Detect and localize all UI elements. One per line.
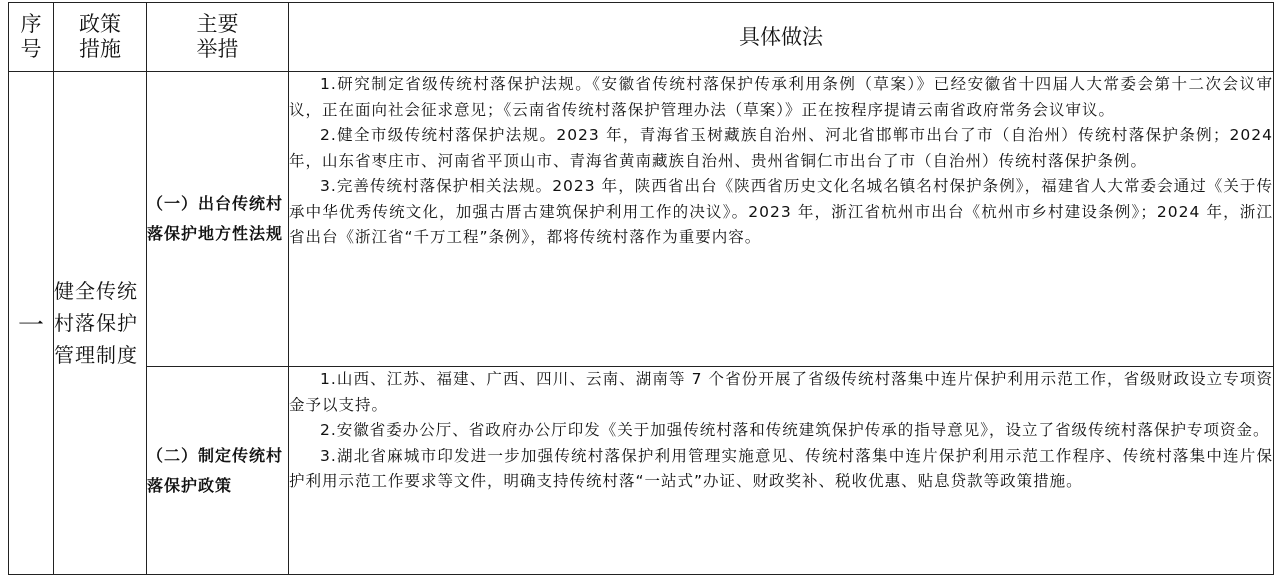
header-policy [54,3,147,72]
header-policy-line2: 措施 [79,37,121,61]
detail-paragraph: 3.湖北省麻城市印发进一步加强传统村落保护利用管理实施意见、传统村落集中连片保护利用示范工作程序、传统村落集中连片保护利用示范工作要求等文件，明确支持传统村落“一站式”办证、财政奖补、税收优惠、贴息贷款等政策措施。 [289,446,1273,490]
header-seq-line1: 序 [20,12,42,36]
detail-paragraph: 1.山西、江苏、福建、广西、四川、云南、湖南等 7 个省份开展了省级传统村落集中连片保护利用示范工作，省级财政设立专项资金予以支持。 [289,370,1273,414]
measure-title: （二）制定传统村落保护政策 [147,367,289,575]
detail-paragraph: 3.完善传统村落保护相关法规。2023 年，陕西省出台《陕西省历史文化名城名镇名村保护条例》，福建省人大常委会通过《关于传承中华优秀传统文化，加强古厝古建筑保护利用工作的决议》。2023 年，浙江省杭州市出台《杭州市乡村建设条例》；2024 年，浙江省出台《浙江省“千万工程”条例》，都将传统村落作为重要内容。 [289,177,1273,246]
header-policy-line1: 政策 [79,12,121,36]
header-seq-line2: 号 [20,37,42,61]
detail-paragraph: 1.研究制定省级传统村落保护法规。《安徽省传统村落保护传承利用条例（草案）》已经安徽省十四届人大常委会第十二次会议审议，正在面向社会征求意见；《云南省传统村落保护管理办法（草案）》正在按程序提请云南省政府常务会议审议。 [289,75,1273,119]
header-main-line1: 主要 [196,12,239,36]
policy-cell: 健全传统村落保护管理制度 [54,72,147,575]
header-row [9,3,1274,72]
detail-cell [289,72,1274,367]
header-seq [9,3,54,72]
detail-paragraph: 2.安徽省委办公厅、省政府办公厅印发《关于加强传统村落和传统建筑保护传承的指导意见》，设立了省级传统村落保护专项资金。 [320,421,1270,439]
header-detail: 具体做法 [289,3,1274,72]
row-number: 一 [9,72,54,575]
table-row [9,367,1274,575]
measure-title: （一）出台传统村落保护地方性法规 [147,72,289,367]
header-main [147,3,289,72]
policy-table [8,2,1274,575]
table-row [9,72,1274,367]
detail-cell [289,367,1274,575]
detail-paragraph: 2.健全市级传统村落保护法规。2023 年，青海省玉树藏族自治州、河北省邯郸市出台了市（自治州）传统村落保护条例；2024 年，山东省枣庄市、河南省平顶山市、青海省黄南藏族自治州、贵州省铜仁市出台了市（自治州）传统村落保护条例。 [289,126,1273,170]
header-main-line2: 举措 [196,37,239,61]
